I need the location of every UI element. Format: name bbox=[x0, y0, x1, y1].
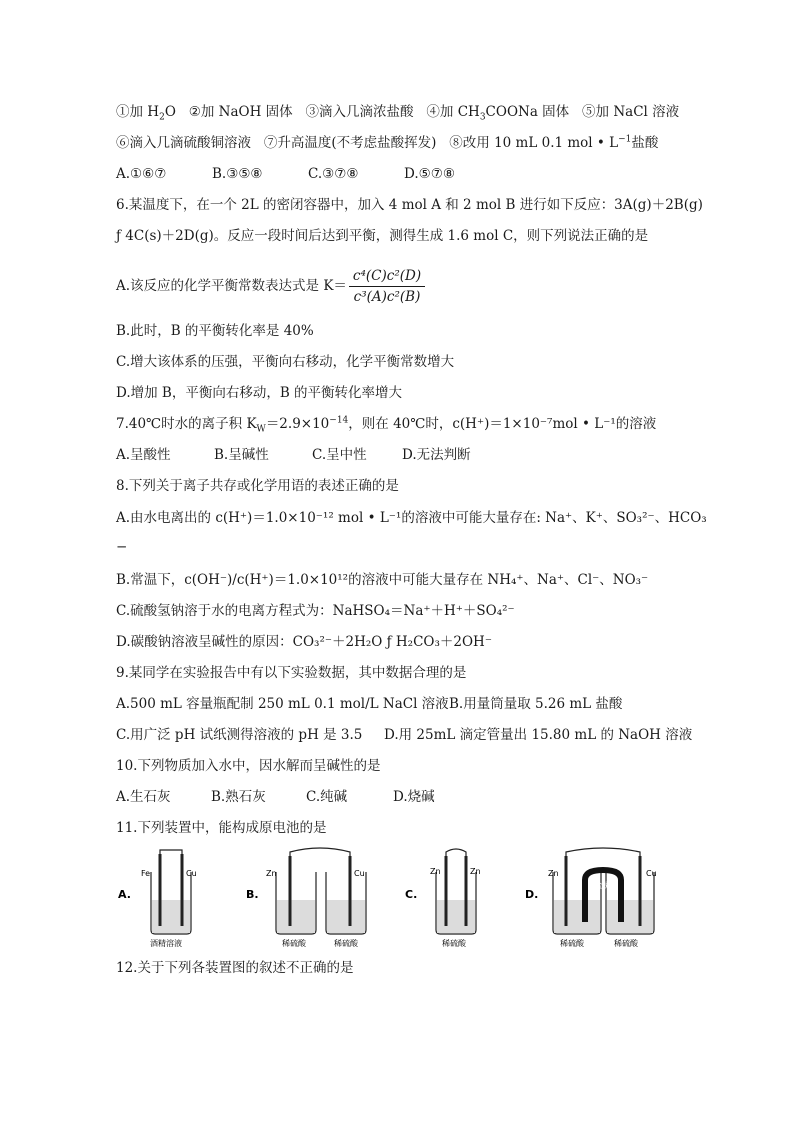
figure-b-label: B. bbox=[246, 888, 259, 901]
q8-option-c: C.硫酸氢钠溶于水的电离方程式为：NaHSO₄＝Na⁺＋H⁺＋SO₄²⁻ bbox=[116, 603, 515, 619]
q10-answers bbox=[116, 787, 488, 807]
q12-stem: 12.关于下列各装置图的叙述不正确的是 bbox=[116, 960, 354, 976]
q9-options-ab bbox=[116, 694, 622, 714]
q7-answer-d: D.无法判断 bbox=[402, 447, 471, 463]
figure-b-left-electrode: Zn bbox=[266, 869, 277, 878]
figure-c-label: C. bbox=[405, 888, 418, 901]
q9-stem: 9.某同学在实验报告中有以下实验数据，其中数据合理的是 bbox=[116, 665, 467, 681]
figure-d-left-electrode: Zn bbox=[548, 869, 559, 878]
q8-option-d: D.碳酸钠溶液呈碱性的原因：CO₃²⁻＋2H₂O ƒ H₂CO₃＋2OH⁻ bbox=[116, 634, 492, 650]
figure-c-solution: 稀硫酸 bbox=[442, 939, 466, 948]
q10-answer-b: B.熟石灰 bbox=[211, 789, 266, 805]
figure-a-left-electrode: Fe bbox=[141, 869, 151, 878]
q7-stem: 7.40℃时水的离子积 $K_W=2.9\times 10^{-14}$，则在 40℃时，c(H⁺)＝1×10⁻⁷mol • L⁻¹的溶液 bbox=[116, 415, 657, 435]
q11-stem: 11.下列装置中，能构成原电池的是 bbox=[116, 820, 327, 836]
q10-answer-d: D.烧碱 bbox=[393, 789, 435, 805]
figure-d-label: D. bbox=[525, 888, 539, 901]
q6-option-b: B.此时，B 的平衡转化率是 40% bbox=[116, 323, 314, 339]
figure-d-solution-1: 稀硫酸 bbox=[560, 939, 584, 948]
q7-answer-c: C.呈中性 bbox=[312, 447, 367, 463]
apparatus-a bbox=[151, 850, 191, 934]
q7-answers bbox=[116, 445, 500, 465]
q5-answer-d: D.⑤⑦⑧ bbox=[404, 166, 455, 182]
q6-stem-line2: ƒ 4C(s)＋2D(g)。反应一段时间后达到平衡，测得生成 1.6 mol C，则下列说法正确的是 bbox=[116, 228, 649, 244]
q10-answer-c: C.纯碱 bbox=[306, 789, 348, 805]
q9-options-cd bbox=[116, 725, 692, 745]
q7-answer-a: A.呈酸性 bbox=[116, 447, 171, 463]
figure-a-right-electrode: Cu bbox=[186, 869, 197, 878]
q6-option-d: D.增加 B，平衡向右移动，B 的平衡转化率增大 bbox=[116, 385, 403, 401]
q9-option-d: D.用 25mL 滴定管量出 15.80 mL 的 NaOH 溶液 bbox=[384, 727, 693, 743]
figure-c-right-electrode: Zn bbox=[470, 867, 481, 876]
q9-option-a: A.500 mL 容量瓶配制 250 mL 0.1 mol/L NaCl 溶液 bbox=[116, 696, 449, 712]
q5-answers bbox=[116, 164, 500, 184]
apparatus-b bbox=[276, 848, 366, 934]
q8-option-a-cont: − bbox=[116, 539, 128, 555]
q8-option-a: A.由水电离出的 c(H⁺)＝1.0×10⁻¹² mol • L⁻¹的溶液中可能大量存在: Na⁺、K⁺、SO₃²⁻、HCO₃ bbox=[116, 510, 707, 526]
q6-option-c: C.增大该体系的压强，平衡向右移动，化学平衡常数增大 bbox=[116, 354, 455, 370]
figure-d-salt-bridge: 盐桥 bbox=[594, 881, 610, 890]
q5-options-line2: ⑥滴入几滴硫酸铜溶液 ⑦升高温度(不考虑盐酸挥发) ⑧改用 10 mL 0.1 mol • $L^{-1}$盐酸 bbox=[116, 134, 659, 151]
q5-answer-b: B.③⑤⑧ bbox=[212, 166, 263, 182]
q6-stem-line1: 6.某温度下，在一个 2L 的密闭容器中，加入 4 mol A 和 2 mol B 进行如下反应：3A(g)＋2B(g) bbox=[116, 197, 703, 213]
apparatus-d bbox=[553, 848, 654, 934]
figure-d-solution-2: 稀硫酸 bbox=[614, 939, 638, 948]
q5-options-line1: ①加 $H_2O$ ②加 NaOH 固体 ③滴入几滴浓盐酸 ④加 $CH_3COONa$ 固体 ⑤加 NaCl 溶液 bbox=[116, 104, 680, 123]
q9-option-b: B.用量筒量取 5.26 mL 盐酸 bbox=[449, 696, 623, 712]
figure-c-left-electrode: Zn bbox=[430, 867, 441, 876]
q8-option-b: B.常温下，c(OH⁻)/c(H⁺)＝1.0×10¹²的溶液中可能大量存在 NH₄⁺、Na⁺、Cl⁻、NO₃⁻ bbox=[116, 572, 649, 588]
q7-answer-b: B.呈碱性 bbox=[214, 447, 269, 463]
apparatus-c bbox=[436, 849, 476, 934]
q10-answer-a: A.生石灰 bbox=[116, 789, 171, 805]
q5-answer-c: C.③⑦⑧ bbox=[308, 166, 359, 182]
figure-a-solution: 酒精溶液 bbox=[150, 939, 182, 948]
figure-a-label: A. bbox=[118, 888, 131, 901]
q11-apparatus-figure bbox=[0, 842, 794, 952]
q9-option-c: C.用广泛 pH 试纸测得溶液的 pH 是 3.5 bbox=[116, 727, 363, 743]
figure-b-solution-1: 稀硫酸 bbox=[282, 939, 306, 948]
figure-d-right-electrode: Cu bbox=[646, 869, 657, 878]
figure-b-right-electrode: Cu bbox=[354, 869, 365, 878]
q5-answer-a: A.①⑥⑦ bbox=[116, 166, 167, 182]
q10-stem: 10.下列物质加入水中，因水解而呈碱性的是 bbox=[116, 758, 381, 774]
q8-stem: 8.下列关于离子共存或化学用语的表述正确的是 bbox=[116, 478, 399, 494]
figure-b-solution-2: 稀硫酸 bbox=[334, 939, 358, 948]
equilibrium-constant-fraction: $\frac{\text{c⁴(C)c²(D)}}{\text{c³(A)c²(B)}}$ bbox=[349, 267, 425, 306]
q6-option-a: A.该反应的化学平衡常数表达式是 K＝ $\frac{\text{c⁴(C)c²(D)}}{\text{c³(A)c²(B)}}$ bbox=[116, 266, 425, 306]
subscript: 2 bbox=[159, 112, 165, 123]
